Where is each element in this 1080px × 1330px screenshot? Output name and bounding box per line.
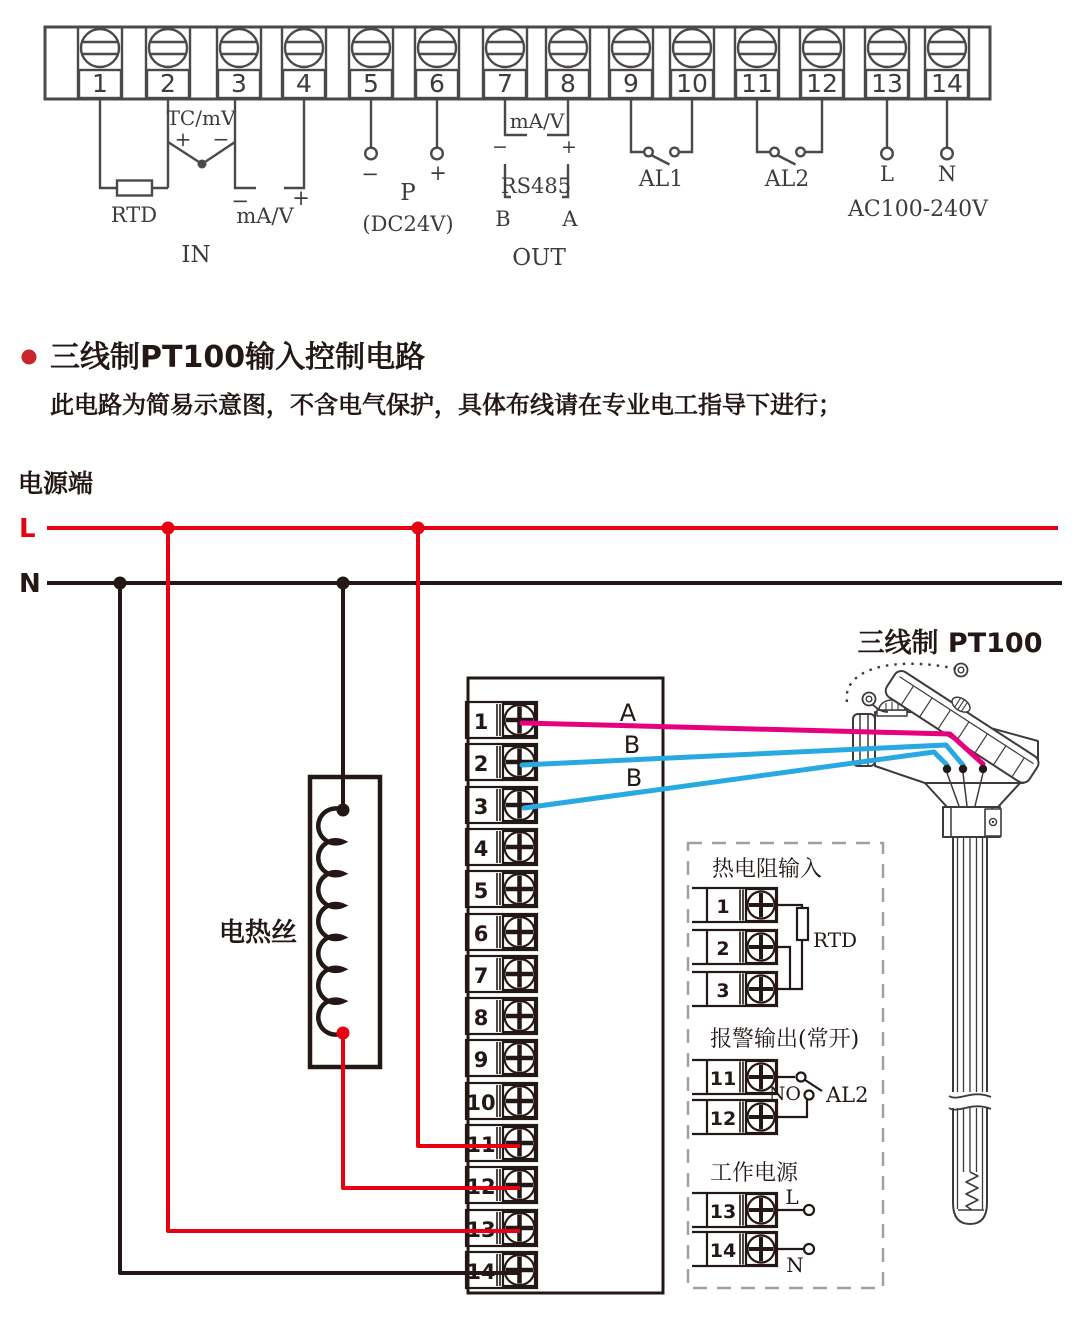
terminal-number: 9 xyxy=(623,69,639,98)
block-terminal-number: 13 xyxy=(466,1218,496,1242)
n-junction-dot xyxy=(114,577,127,590)
wire-a-label: A xyxy=(619,699,637,727)
live-label: L xyxy=(880,162,894,186)
l-junction-dot xyxy=(412,522,425,535)
n-junction-dot xyxy=(337,577,350,590)
alarm-title: 报警输出(常开) xyxy=(710,1027,860,1052)
n-legend-label: N xyxy=(786,1253,804,1277)
rs485-a-label: A xyxy=(562,207,578,231)
head-terminal-dot xyxy=(979,765,987,773)
rtd-resistor-symbol xyxy=(117,181,152,196)
block-terminal-number: 7 xyxy=(473,964,489,988)
thermocouple-junction-dot xyxy=(198,160,207,169)
p-plus-label: + xyxy=(429,161,447,185)
legend-number: 2 xyxy=(716,938,730,960)
al2-switch-blade xyxy=(778,156,796,165)
terminal-number: 13 xyxy=(871,69,903,98)
rtd-label: RTD xyxy=(110,203,158,227)
rtd-legend-resistor xyxy=(797,908,808,940)
bullet-icon xyxy=(22,350,37,365)
l-legend-label: L xyxy=(785,1185,799,1209)
head-terminal-dot xyxy=(943,765,951,773)
top-terminal-strip xyxy=(45,27,990,271)
block-terminal-number: 3 xyxy=(473,795,489,819)
alarm-contact-bottom xyxy=(805,1091,814,1100)
al2-relay-wires xyxy=(757,99,822,152)
al1-contact-left xyxy=(644,148,653,157)
mains-wires xyxy=(887,99,947,147)
rs485-b-label: B xyxy=(495,207,511,231)
terminal13-contact xyxy=(881,148,893,160)
legend-number: 11 xyxy=(709,1068,737,1090)
ac-range-label: AC100-240V xyxy=(847,197,989,222)
alarm-contact-top xyxy=(797,1073,806,1082)
terminal-number: 7 xyxy=(497,69,513,98)
power-supply-out-wires xyxy=(371,99,437,147)
terminal-legend-panel xyxy=(688,843,883,1288)
chain-eyelet-left-inner xyxy=(866,696,872,702)
rtd-input-title: 热电阻输入 xyxy=(712,857,823,882)
block-terminal-number: 8 xyxy=(473,1006,489,1030)
terminal-number: 8 xyxy=(560,69,576,98)
terminal-number: 12 xyxy=(806,69,838,98)
rtd-legend-wires xyxy=(777,905,802,989)
power-contact-n xyxy=(804,1244,814,1254)
section-title: 三线制PT100输入控制电路 xyxy=(50,340,426,375)
heater-label: 电热丝 xyxy=(218,918,298,948)
clamp-screw-dot xyxy=(992,821,994,823)
chain-eyelet-right-inner xyxy=(958,667,964,673)
neutral-label: N xyxy=(937,162,957,186)
terminal-number: 14 xyxy=(931,69,963,98)
head-terminal-dot xyxy=(959,765,967,773)
tc-plus-label: + xyxy=(174,127,192,151)
power-title: 工作电源 xyxy=(710,1161,799,1186)
chain-eyelet-right xyxy=(955,664,968,677)
line-n-label: N xyxy=(19,569,41,599)
rtd-legend-label: RTD xyxy=(813,928,858,952)
line-l-label: L xyxy=(19,514,36,544)
sensor-title: 三线制 PT100 xyxy=(857,628,1043,659)
block-terminal-number: 10 xyxy=(466,1091,496,1115)
terminal-number: 6 xyxy=(429,69,445,98)
legend-terminal-numbers xyxy=(710,896,736,1262)
p-minus-label: − xyxy=(361,162,379,186)
al1-label: AL1 xyxy=(638,167,684,192)
out-minus-label: − xyxy=(492,136,508,158)
probe-inner-lines-lower xyxy=(958,1108,983,1209)
tc-minus-label: − xyxy=(212,127,230,151)
al1-contact-right xyxy=(670,148,679,157)
tc-mv-label: TC/mV xyxy=(166,106,236,130)
al1-relay-wires xyxy=(631,99,692,152)
in-group-label: IN xyxy=(181,242,211,268)
legend-number: 12 xyxy=(709,1108,737,1130)
terminal14-contact xyxy=(941,148,953,160)
legend-number: 1 xyxy=(716,896,730,918)
al2-label: AL2 xyxy=(764,167,810,192)
ma-v-in-minus: − xyxy=(231,189,249,213)
heater-coil xyxy=(318,808,343,1034)
block-terminal-number: 11 xyxy=(466,1133,496,1157)
terminal-number: 4 xyxy=(296,69,312,98)
terminal-number: 3 xyxy=(231,69,247,98)
legend-number: 14 xyxy=(709,1240,737,1262)
ma-v-in-label: mA/V xyxy=(236,204,294,228)
heater xyxy=(219,777,380,1067)
block-terminal-number: 1 xyxy=(473,710,489,734)
out-group-label: OUT xyxy=(512,245,566,271)
terminal-number: 1 xyxy=(92,69,108,98)
wire-b1-label: B xyxy=(623,731,641,759)
no-label: NO xyxy=(768,1083,801,1105)
terminal-number: 10 xyxy=(676,69,708,98)
legend-terminal-stubs xyxy=(692,888,707,1266)
l-junction-dot xyxy=(162,522,175,535)
legend-number: 3 xyxy=(716,980,730,1002)
block-terminal-number: 9 xyxy=(473,1048,489,1072)
legend-number: 13 xyxy=(709,1201,737,1223)
block-terminal-number: 6 xyxy=(473,922,489,946)
power-side-label: 电源端 xyxy=(18,469,94,498)
block-terminal-number: 12 xyxy=(466,1175,496,1199)
strip-labels xyxy=(111,106,989,271)
al1-switch-blade xyxy=(652,156,670,165)
probe-inner-lines-upper xyxy=(958,838,983,1092)
terminal6-contact xyxy=(431,148,443,160)
alarm-switch-blade xyxy=(805,1080,822,1091)
terminal-number: 5 xyxy=(363,69,379,98)
chain-eyelet-left xyxy=(863,693,876,706)
rs485-label: RS485 xyxy=(500,174,572,198)
power-contact-l xyxy=(804,1205,814,1215)
heater-bottom-node xyxy=(337,1027,350,1040)
terminal5-contact xyxy=(365,148,377,160)
section-note: 此电路为简易示意图，不含电气保护，具体布线请在专业电工指导下进行； xyxy=(50,391,842,419)
block-terminal-number: 4 xyxy=(473,837,489,861)
terminal-number: 2 xyxy=(160,69,176,98)
ma-v-out-label: mA/V xyxy=(509,109,565,133)
block-terminal-number: 14 xyxy=(466,1260,496,1284)
wire-b2-label: B xyxy=(625,764,643,792)
dc24v-label: (DC24V) xyxy=(362,212,454,236)
block-terminal-number: 2 xyxy=(473,752,489,776)
sensor-neck-funnel xyxy=(925,783,1020,807)
al2-legend-label: AL2 xyxy=(826,1083,869,1107)
p-label: P xyxy=(400,180,416,206)
al2-contact-right xyxy=(796,148,805,157)
block-terminal-number: 5 xyxy=(473,879,489,903)
rtd-element-zigzag xyxy=(958,1172,984,1210)
heater-top-node xyxy=(337,804,350,817)
al2-contact-left xyxy=(770,148,779,157)
control-circuit xyxy=(18,469,1062,1293)
out-plus-label: + xyxy=(561,136,577,158)
terminal-number: 11 xyxy=(741,69,773,98)
section-heading xyxy=(22,340,843,419)
ma-v-in-plus: + xyxy=(292,186,310,210)
